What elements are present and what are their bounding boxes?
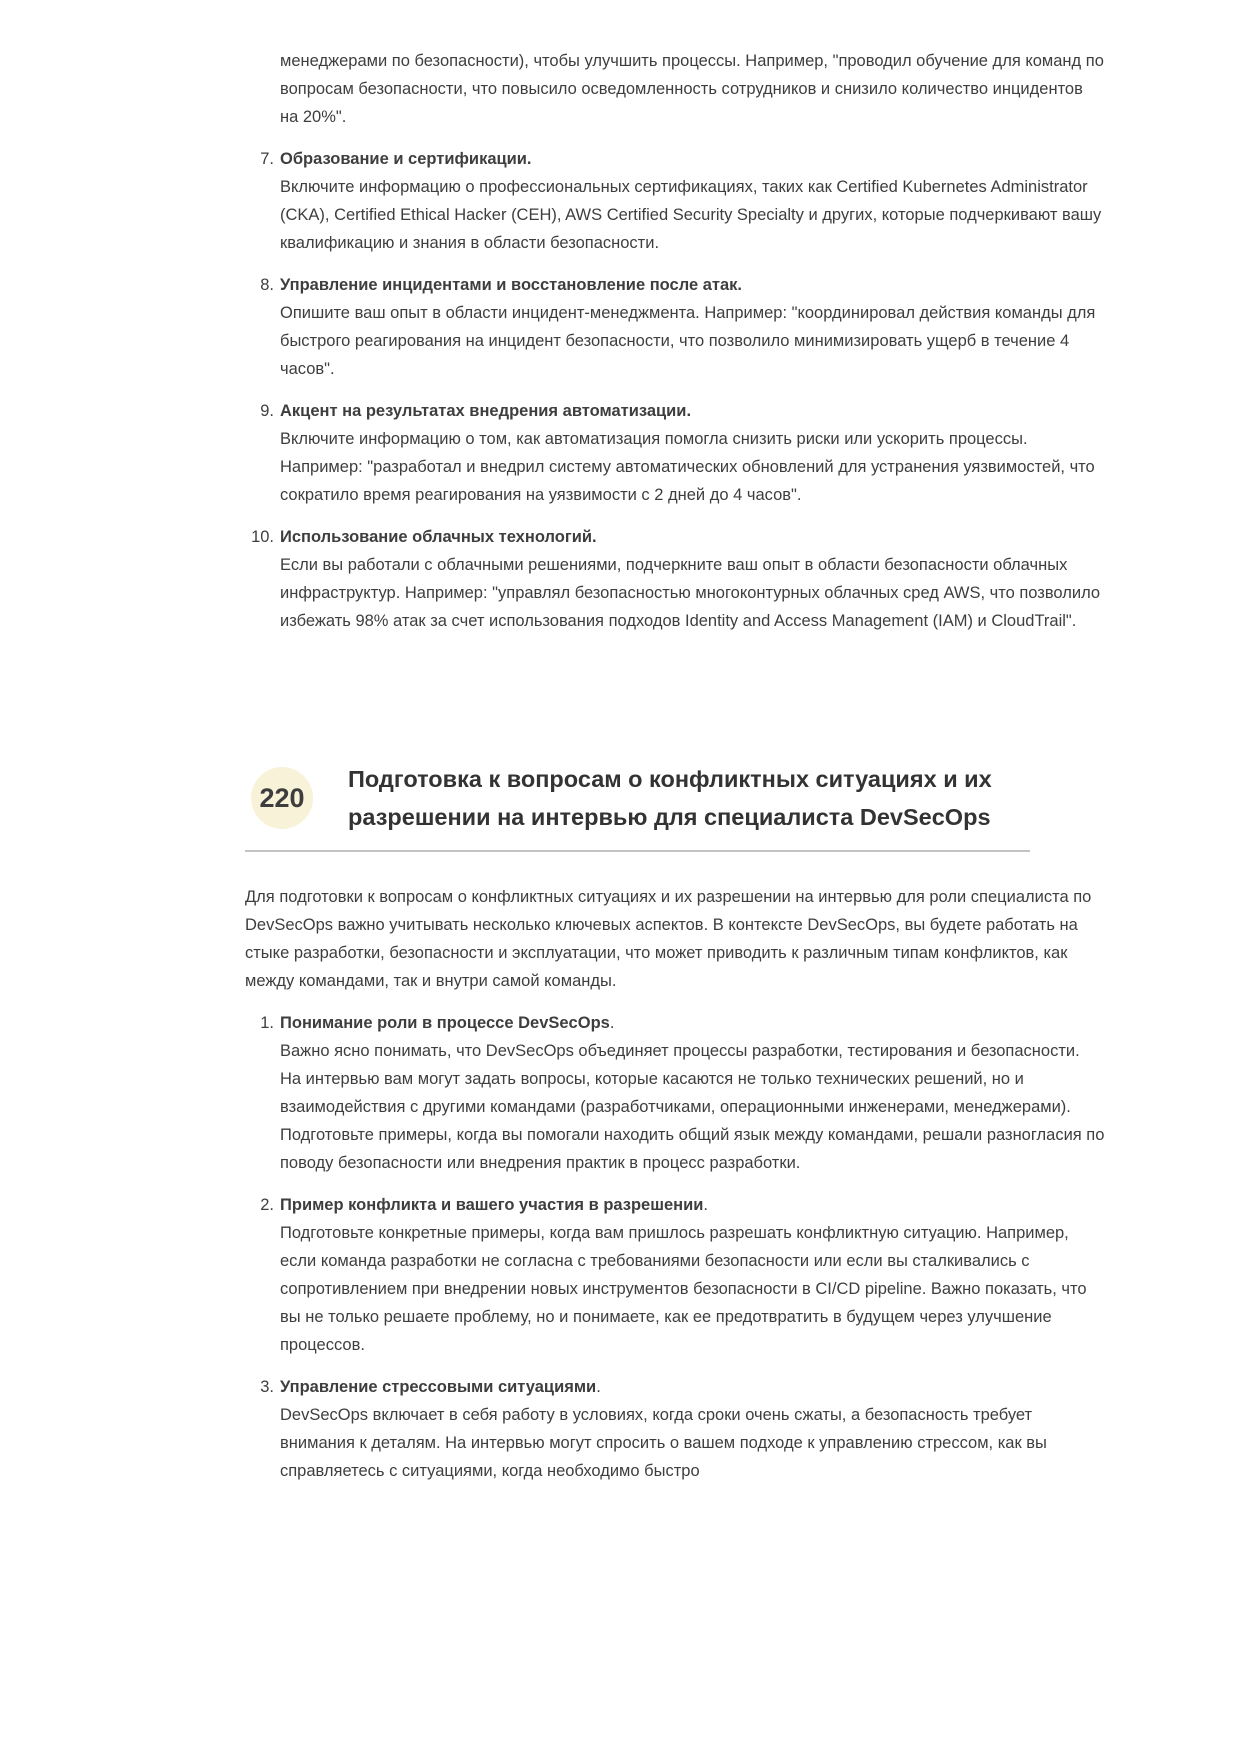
list-item-heading-text: Управление стрессовыми ситуациями <box>280 1378 597 1396</box>
list-item-body <box>280 1373 1105 1485</box>
list-item-number: 9. <box>260 402 274 420</box>
list-item-heading-suffix: . <box>609 1014 615 1032</box>
list-item-number: 2. <box>260 1196 274 1214</box>
section-number-badge: 220 <box>251 767 313 829</box>
list-item-heading <box>280 145 1105 173</box>
list-item <box>245 523 1105 635</box>
list-item-body <box>280 145 1105 257</box>
list-item <box>245 271 1105 383</box>
paragraph-intro: Для подготовки к вопросам о конфликтных ситуациях и их разрешении на интервью для роли специалиста по DevSecOps важно учитывать несколько ключевых аспектов. В контексте DevSecOps, вы будете работать на стыке разработки, безопасности и эксплуатации, что может приводить к различным типам конфликтов, как между командами, так и внутри самой команды. <box>245 888 1092 990</box>
list-item <box>245 1191 1105 1359</box>
list-item-body <box>280 1191 1105 1359</box>
content-column <box>245 47 1105 1485</box>
list-item-heading <box>280 1373 1105 1401</box>
list-item-text: Важно ясно понимать, что DevSecOps объединяет процессы разработки, тестирования и безопасности. На интервью вам могут задать вопросы, которые касаются не только технических решений, но и взаимодействия с другими командами (разработчиками, операционными инженерами, менеджерами). Подготовьте примеры, когда вы помогали находить общий язык между командами, решали разногласия по поводу безопасности или внедрения практик в процесс разработки. <box>280 1042 1105 1172</box>
list-item-heading-text: Управление инцидентами и восстановление после атак. <box>280 276 743 294</box>
list-item-body <box>280 1009 1105 1177</box>
list-item-heading <box>280 397 1105 425</box>
section-divider <box>245 850 1030 852</box>
list-item-body <box>280 271 1105 383</box>
list-item-heading <box>280 523 1105 551</box>
section-title: Подготовка к вопросам о конфликтных ситуациях и их разрешении на интервью для специалиста DevSecOps <box>348 766 992 830</box>
list-item-heading-text: Пример конфликта и вашего участия в разрешении <box>280 1196 704 1214</box>
list-item-number: 10. <box>251 528 274 546</box>
list-item-number: 7. <box>260 150 274 168</box>
list-item-text: Включите информацию о профессиональных сертификациях, таких как Certified Kubernetes Administrator (CKA), Certified Ethical Hacker (CEH), AWS Certified Security Specialty и других, которые подчеркивают вашу квалификацию и знания в области безопасности. <box>280 178 1102 252</box>
list-item-heading <box>280 1191 1105 1219</box>
aspects-list <box>245 1009 1105 1485</box>
list-item-text: Если вы работали с облачными решениями, подчеркните ваш опыт в области безопасности облачных инфраструктур. Например: "управлял безопасностью многоконтурных облачных сред AWS, что позволило избежать 98% атак за счет использования подходов Identity and Access Management (IAM) и CloudTrail". <box>280 556 1101 630</box>
list-item-heading-text: Акцент на результатах внедрения автоматизации. <box>280 402 692 420</box>
list-item-number: 8. <box>260 276 274 294</box>
list-item-heading-suffix: . <box>703 1196 709 1214</box>
list-item-number: 3. <box>260 1378 274 1396</box>
list-item <box>245 1009 1105 1177</box>
list-item-body <box>280 523 1105 635</box>
list-item-text: Включите информацию о том, как автоматизация помогла снизить риски или ускорить процессы. Например: "разработал и внедрил систему автоматических обновлений для устранения уязвимостей, что сократило время реагирования на уязвимости с 2 дней до 4 часов". <box>280 430 1095 504</box>
list-item-body <box>280 397 1105 509</box>
section-header <box>245 760 1030 836</box>
list-item-text: Опишите ваш опыт в области инцидент-менеджмента. Например: "координировал действия команды для быстрого реагирования на инцидент безопасности, что позволило минимизировать ущерб в течение 4 часов". <box>280 304 1096 378</box>
list-item-heading <box>280 271 1105 299</box>
list-item-heading-text: Использование облачных технологий. <box>280 528 597 546</box>
list-item-number: 1. <box>260 1014 274 1032</box>
list-item-heading-text: Понимание роли в процессе DevSecOps <box>280 1014 610 1032</box>
list-item-text: DevSecOps включает в себя работу в условиях, когда сроки очень сжаты, а безопасность требует внимания к деталям. На интервью могут спросить о вашем подходе к управлению стрессом, как вы справляетесь с ситуациями, когда необходимо быстро <box>280 1406 1047 1480</box>
list-item <box>245 1373 1105 1485</box>
tips-list <box>245 145 1105 635</box>
list-item-heading-suffix: . <box>596 1378 601 1396</box>
list-item-heading-text: Образование и сертификации. <box>280 150 532 168</box>
list-item <box>245 397 1105 509</box>
list-item-heading <box>280 1009 1105 1037</box>
list-item <box>245 145 1105 257</box>
list-item-text: Подготовьте конкретные примеры, когда вам пришлось разрешать конфликтную ситуацию. Например, если команда разработки не согласна с требованиями безопасности или если вы сталкивались с сопротивлением при внедрении новых инструментов безопасности в CI/CD pipeline. Важно показать, что вы не только решаете проблему, но и понимаете, как ее предотвратить в будущем через улучшение процессов. <box>280 1224 1087 1354</box>
paragraph-continuation: менеджерами по безопасности), чтобы улучшить процессы. Например, "проводил обучение для команд по вопросам безопасности, что повысило осведомленность сотрудников и снизило количество инцидентов на 20%". <box>280 52 1104 126</box>
